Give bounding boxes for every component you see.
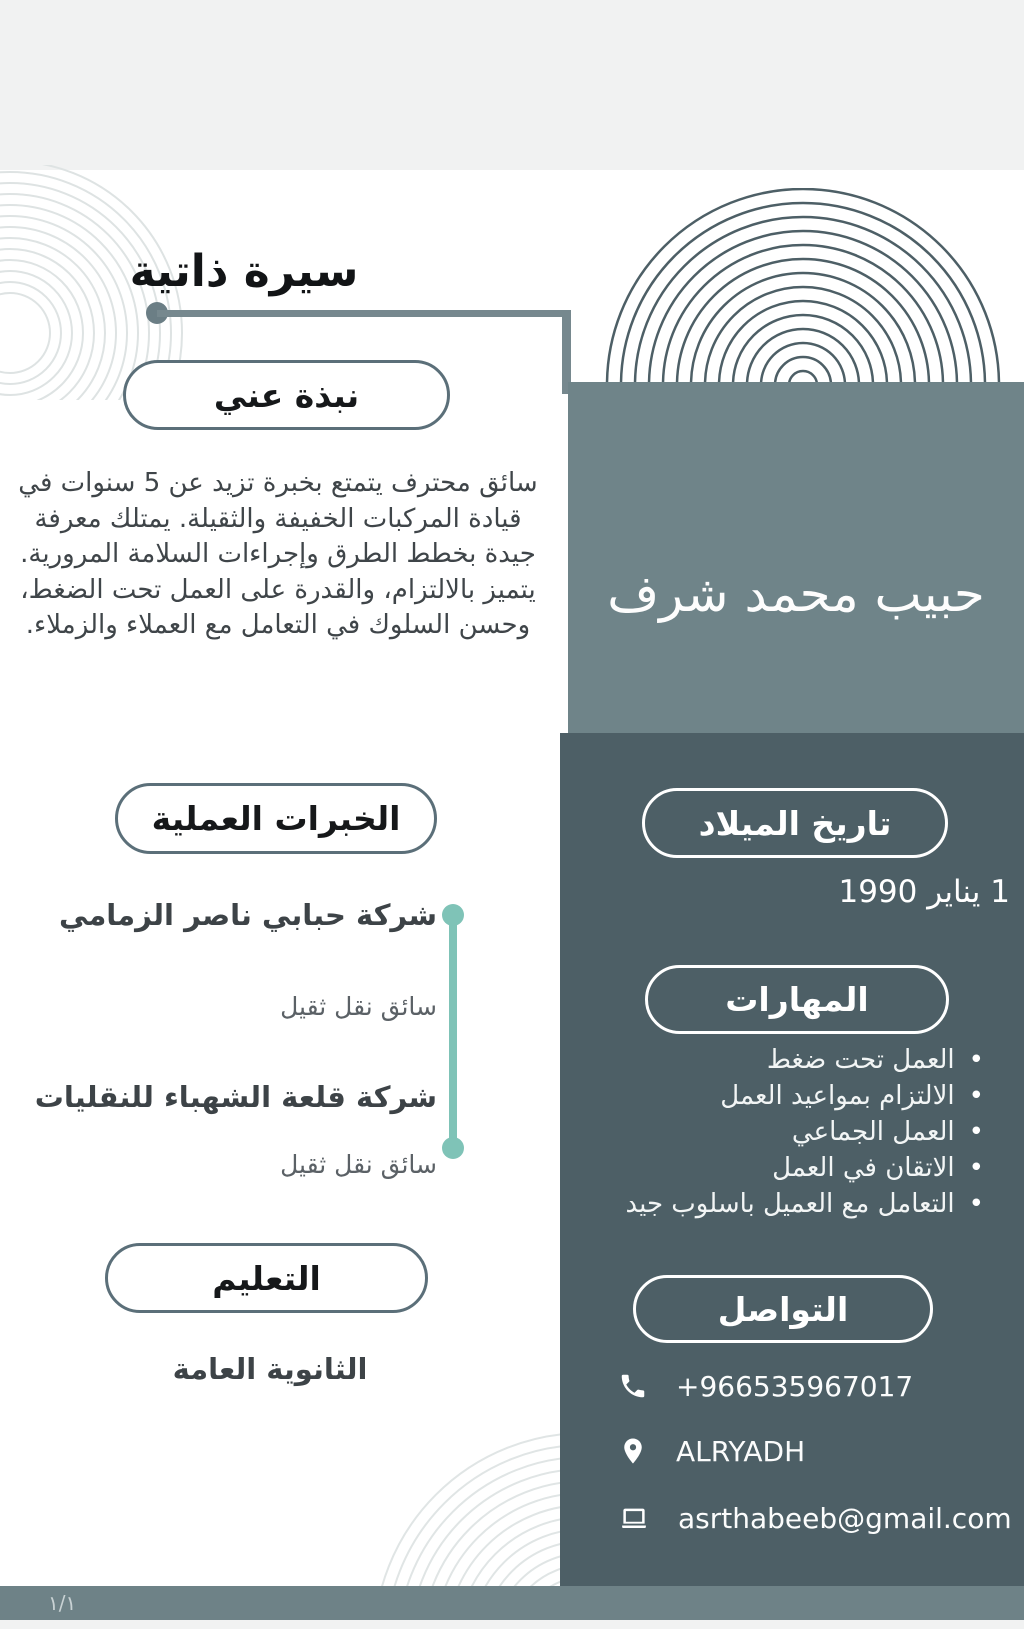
- phone-value: +966535967017: [676, 1369, 914, 1403]
- contact-heading-label: التواصل: [717, 1289, 849, 1329]
- person-name: حبيب محمد شرف: [607, 565, 985, 623]
- birthdate-heading-label: تاريخ الميلاد: [698, 803, 892, 843]
- skills-heading-label: المهارات: [725, 980, 869, 1019]
- birthdate-value: 1 يناير 1990: [838, 874, 1010, 910]
- bullet-icon: •: [968, 1153, 984, 1183]
- title-line-horizontal: [157, 310, 569, 317]
- location-value: ALRYADH: [676, 1434, 806, 1468]
- skill-label: العمل تحت ضغط: [766, 1045, 955, 1075]
- contact-row-location: [618, 1429, 1018, 1473]
- skill-item: [560, 1114, 984, 1150]
- skill-item: [560, 1042, 984, 1078]
- footer-bar: [0, 1586, 1024, 1620]
- about-heading-label: نبذة عني: [213, 375, 360, 415]
- name-panel: [568, 382, 1024, 733]
- skill-label: الالتزام بمواعيد العمل: [720, 1081, 955, 1111]
- page-number: ١/١: [48, 1591, 77, 1615]
- education-heading-pill: [105, 1243, 428, 1313]
- skill-label: الاتقان في العمل: [772, 1153, 955, 1183]
- experience-role: سائق نقل ثقيل: [280, 992, 437, 1021]
- experience-role: سائق نقل ثقيل: [280, 1150, 437, 1179]
- rings-pattern-bottom: [375, 1430, 561, 1586]
- timeline-dot: [442, 1137, 464, 1159]
- bullet-icon: •: [968, 1117, 984, 1147]
- email-value: asrthabeeb@gmail.com: [678, 1501, 1012, 1535]
- contact-row-phone: [618, 1364, 1018, 1408]
- rings-pattern-top-right: [593, 188, 1013, 384]
- experience-company: شركة حبابي ناصر الزمامي: [58, 898, 437, 932]
- bullet-icon: •: [968, 1081, 984, 1111]
- skills-heading-pill: [645, 965, 949, 1034]
- education-value: الثانوية العامة: [172, 1352, 368, 1386]
- page-title: سيرة ذاتية: [129, 246, 359, 297]
- skill-item: [560, 1186, 984, 1222]
- timeline-line: [449, 915, 457, 1148]
- birthdate-heading-pill: [642, 788, 948, 858]
- experience-heading-label: الخبرات العملية: [151, 799, 401, 838]
- skills-list: [560, 1042, 992, 1222]
- experience-company: شركة قلعة الشهباء للنقليات: [34, 1080, 437, 1114]
- skill-label: التعامل مع العميل باسلوب جيد: [625, 1189, 955, 1219]
- experience-heading-pill: [115, 783, 437, 854]
- skill-item: [560, 1078, 984, 1114]
- contact-heading-pill: [633, 1275, 933, 1343]
- about-paragraph: سائق محترف يتمتع بخبرة تزيد عن 5 سنوات في قيادة المركبات الخفيفة والثقيلة. يمتلك معرفة جيدة بخطط الطرق وإجراءات السلامة المرورية. يتميز بالالتزام، والقدرة على العمل تحت الضغط، وحسن السلوك في التعامل مع العملاء والزملاء.: [18, 468, 538, 640]
- bullet-icon: •: [968, 1189, 984, 1219]
- about-heading-pill: [123, 360, 450, 430]
- timeline-dot: [442, 904, 464, 926]
- bullet-icon: •: [968, 1045, 984, 1075]
- laptop-icon: [618, 1503, 650, 1533]
- phone-icon: [618, 1371, 648, 1401]
- education-heading-label: التعليم: [212, 1258, 321, 1298]
- skill-label: العمل الجماعي: [791, 1117, 955, 1147]
- skill-item: [560, 1150, 984, 1186]
- location-pin-icon: [618, 1436, 648, 1466]
- contact-row-email: [618, 1496, 1018, 1540]
